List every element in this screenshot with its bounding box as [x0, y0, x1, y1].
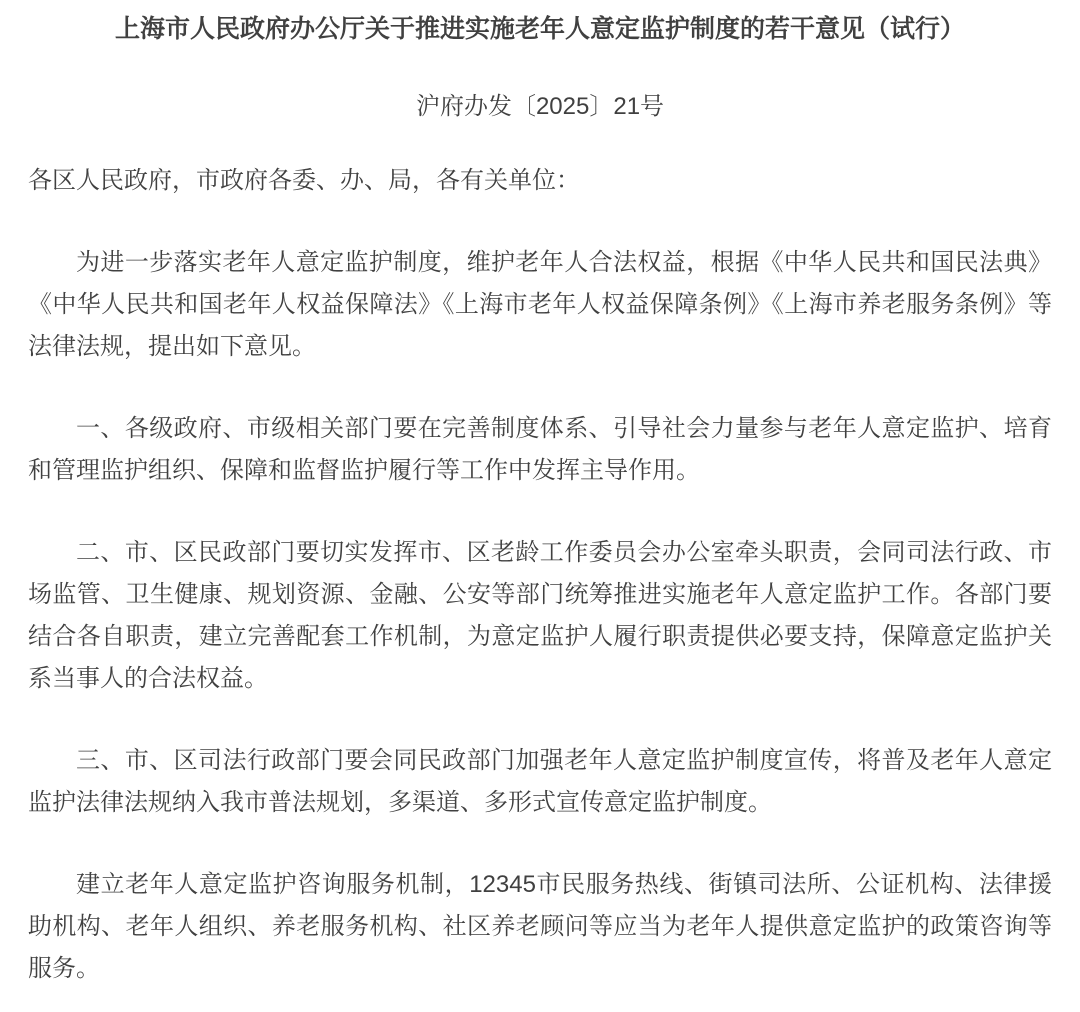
document-number: 沪府办发〔2025〕21号	[415, 93, 665, 120]
paragraph-intro: 为进一步落实老年人意定监护制度，维护老年人合法权益，根据《中华人民共和国民法典》《中华人民共和国老年人权益保障法》《上海市老年人权益保障条例》《上海市养老服务条例》等法律法规，提出如下意见。	[28, 249, 1052, 360]
salutation-line: 各区人民政府，市政府各委、办、局，各有关单位：	[28, 167, 580, 194]
paragraph-item-3: 三、市、区司法行政部门要会同民政部门加强老年人意定监护制度宣传，将普及老年人意定监护法律法规纳入我市普法规划，多渠道、多形式宣传意定监护制度。	[28, 747, 1052, 816]
paragraph-consult-service: 建立老年人意定监护咨询服务机制，12345市民服务热线、街镇司法所、公证机构、法律援助机构、老年人组织、养老服务机构、社区养老顾问等应当为老年人提供意定监护的政策咨询等服务。	[28, 871, 1052, 982]
paragraph-item-1: 一、各级政府、市级相关部门要在完善制度体系、引导社会力量参与老年人意定监护、培育和管理监护组织、保障和监督监护履行等工作中发挥主导作用。	[28, 415, 1052, 484]
paragraph-item-2: 二、市、区民政部门要切实发挥市、区老龄工作委员会办公室牵头职责，会同司法行政、市场监管、卫生健康、规划资源、金融、公安等部门统筹推进实施老年人意定监护工作。各部门要结合各自职责，建立完善配套工作机制，为意定监护人履行职责提供必要支持，保障意定监护关系当事人的合法权益。	[28, 539, 1052, 692]
document-title: 上海市人民政府办公厅关于推进实施老年人意定监护制度的若干意见（试行）	[114, 15, 965, 43]
